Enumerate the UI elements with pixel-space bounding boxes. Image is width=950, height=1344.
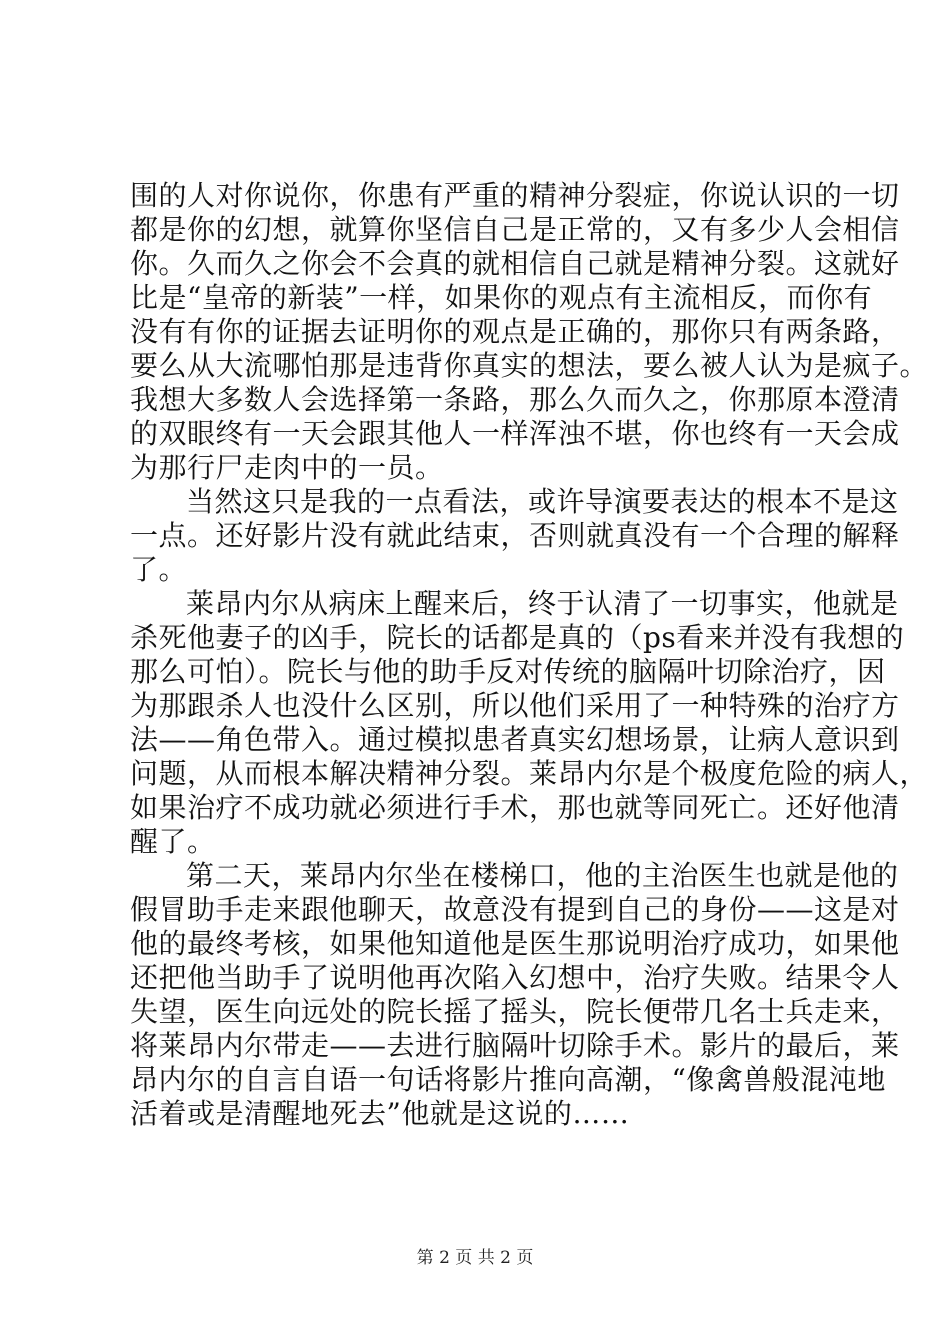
text-line: 假冒助手走来跟他聊天，故意没有提到自己的身份——这是对	[130, 893, 900, 926]
text-line: 围的人对你说你，你患有严重的精神分裂症，你说认识的一切	[130, 179, 900, 212]
text-line: 没有有你的证据去证明你的观点是正确的，那你只有两条路，	[130, 315, 900, 348]
text-line: 为那行尸走肉中的一员。	[130, 451, 444, 484]
text-line: 都是你的幻想，就算你坚信自己是正常的，又有多少人会相信	[130, 213, 900, 246]
text-line: 昂内尔的自言自语一句话将影片推向高潮，“像禽兽般混沌地	[130, 1063, 886, 1096]
text-line: 如果治疗不成功就必须进行手术，那也就等同死亡。还好他清	[130, 791, 900, 824]
paragraph-first-line: 当然这只是我的一点看法，或许导演要表达的根本不是这	[186, 485, 899, 518]
paragraph-first-line: 第二天，莱昂内尔坐在楼梯口，他的主治医生也就是他的	[186, 859, 899, 892]
text-line: 我想大多数人会选择第一条路，那么久而久之，你那原本澄清	[130, 383, 900, 416]
text-line: 你。久而久之你会不会真的就相信自己就是精神分裂。这就好	[130, 247, 900, 280]
text-line: 失望，医生向远处的院长摇了摇头，院长便带几名士兵走来，	[130, 995, 900, 1028]
text-line: 一点。还好影片没有就此结束，否则就真没有一个合理的解释	[130, 519, 900, 552]
text-line: 的双眼终有一天会跟其他人一样浑浊不堪，你也终有一天会成	[130, 417, 900, 450]
text-line: 问题，从而根本解决精神分裂。莱昂内尔是个极度危险的病人，	[130, 757, 929, 790]
text-line: 比是“皇帝的新装”一样，如果你的观点有主流相反，而你有	[130, 281, 873, 314]
paragraph-first-line: 莱昂内尔从病床上醒来后，终于认清了一切事实，他就是	[186, 587, 899, 620]
text-line: 杀死他妻子的凶手，院长的话都是真的（ps看来并没有我想的	[130, 621, 905, 654]
text-line: 将莱昂内尔带走——去进行脑隔叶切除手术。影片的最后，莱	[130, 1029, 900, 1062]
text-line: 醒了。	[130, 825, 216, 858]
text-line: 活着或是清醒地死去”他就是这说的……	[130, 1097, 630, 1130]
text-line: 了。	[130, 553, 188, 586]
text-line: 为那跟杀人也没什么区别，所以他们采用了一种特殊的治疗方	[130, 689, 900, 722]
text-line: 要么从大流哪怕那是违背你真实的想法，要么被人认为是疯子。	[130, 349, 929, 382]
text-line: 他的最终考核，如果他知道他是医生那说明治疗成功，如果他	[130, 927, 900, 960]
text-line: 那么可怕）。院长与他的助手反对传统的脑隔叶切除治疗，因	[130, 655, 886, 688]
page-footer: 第 2 页 共 2 页	[416, 1248, 534, 1268]
text-line: 法——角色带入。通过模拟患者真实幻想场景，让病人意识到	[130, 723, 900, 756]
text-line: 还把他当助手了说明他再次陷入幻想中，治疗失败。结果令人	[130, 961, 900, 994]
